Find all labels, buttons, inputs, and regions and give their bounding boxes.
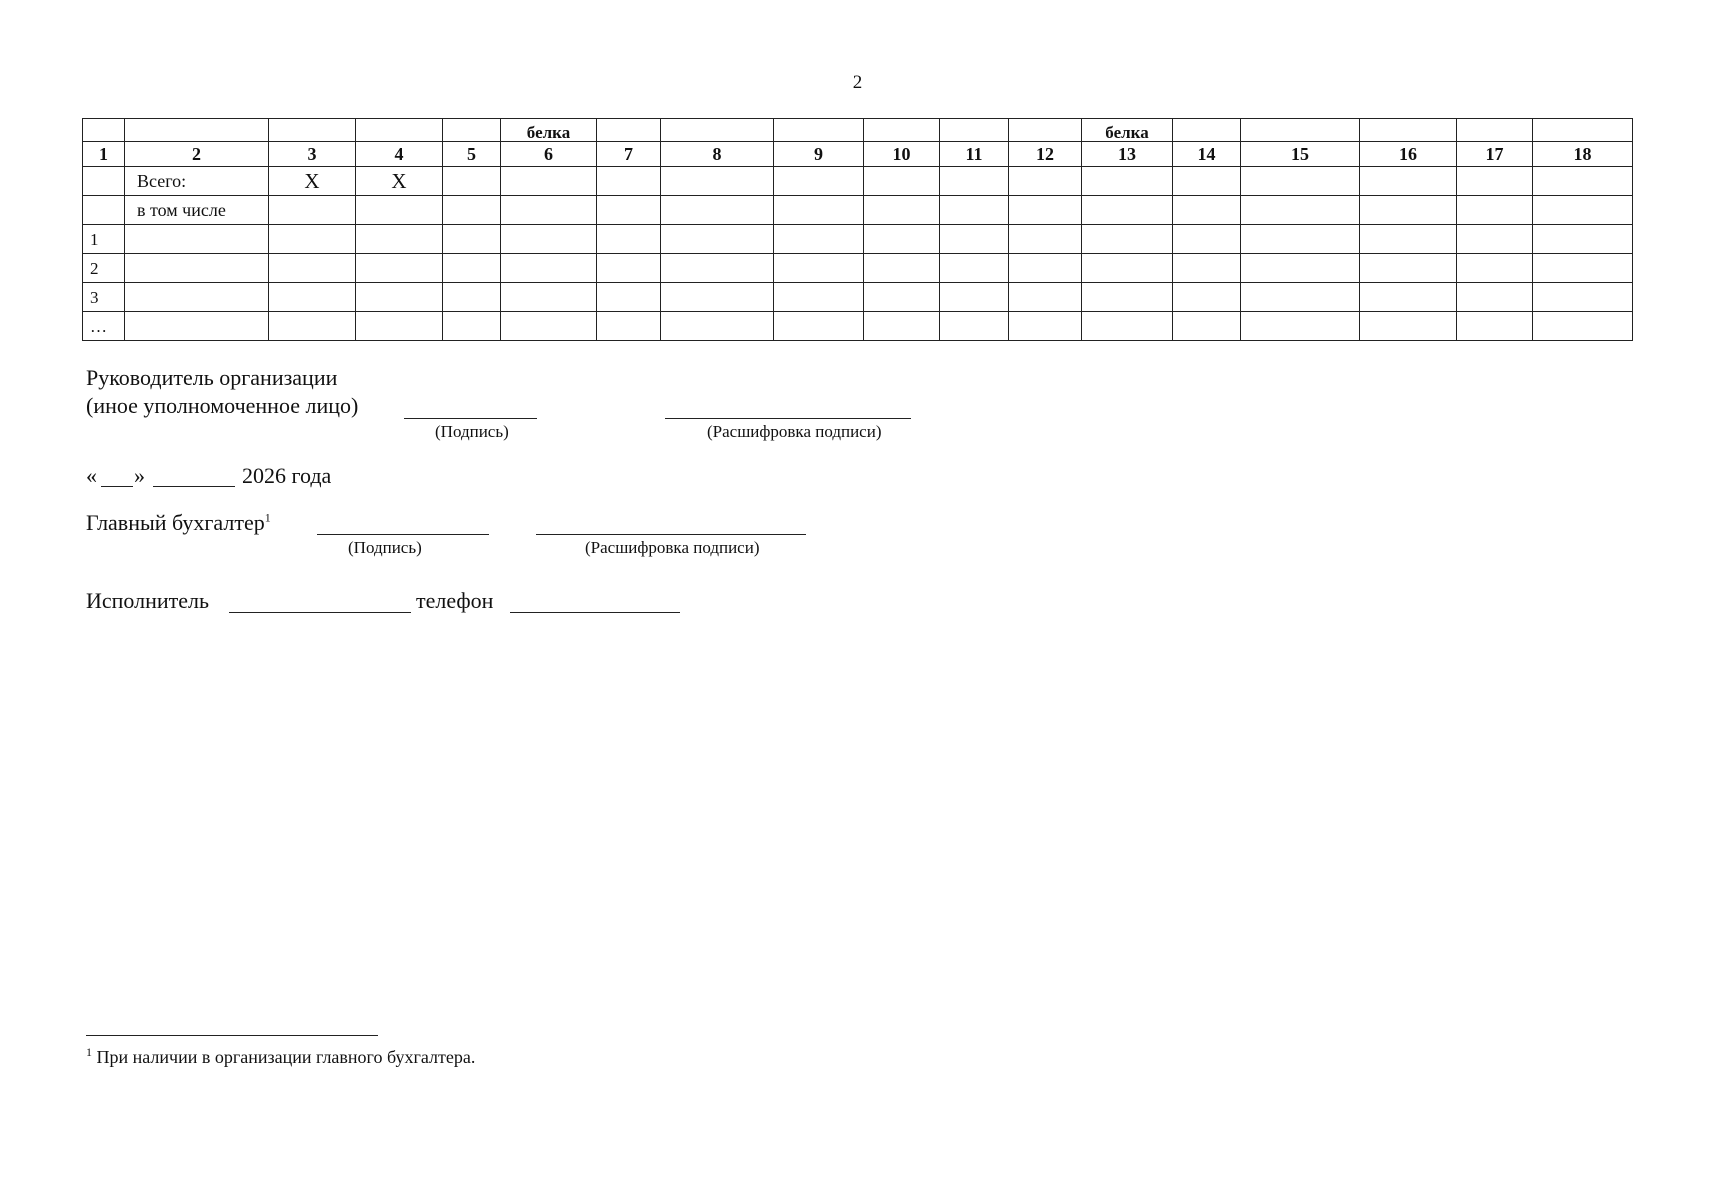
empty-cell xyxy=(1533,196,1633,225)
top-cell xyxy=(1009,119,1082,142)
date-close-quote: » xyxy=(134,463,145,488)
empty-cell xyxy=(864,196,940,225)
empty-cell xyxy=(1457,225,1533,254)
column-number: 5 xyxy=(443,142,501,167)
empty-cell xyxy=(774,167,864,196)
empty-cell xyxy=(940,312,1009,341)
empty-cell xyxy=(864,167,940,196)
row-label: в том числе xyxy=(125,196,269,225)
top-cell xyxy=(356,119,443,142)
empty-cell xyxy=(1082,312,1173,341)
cell-col-4 xyxy=(356,225,443,254)
empty-cell xyxy=(1241,254,1360,283)
date-year: 2026 года xyxy=(242,463,332,488)
page-number: 2 xyxy=(852,72,863,93)
top-cell xyxy=(1241,119,1360,142)
empty-cell xyxy=(1009,167,1082,196)
column-number: 12 xyxy=(1009,142,1082,167)
top-cell xyxy=(269,119,356,142)
column-number: 14 xyxy=(1173,142,1241,167)
footnote-mark: 1 xyxy=(86,1045,92,1059)
top-cell xyxy=(125,119,269,142)
empty-cell xyxy=(940,196,1009,225)
empty-cell xyxy=(1173,167,1241,196)
empty-cell xyxy=(864,225,940,254)
empty-cell xyxy=(1082,225,1173,254)
empty-cell xyxy=(501,196,597,225)
empty-cell xyxy=(661,283,774,312)
head-title-line1: Руководитель организации xyxy=(86,365,338,390)
empty-cell xyxy=(940,283,1009,312)
footnote-text: При наличии в организации главного бухгалтера. xyxy=(96,1047,476,1067)
cell-col-4 xyxy=(356,196,443,225)
accountant-decode-line xyxy=(536,534,806,535)
footnote xyxy=(86,1045,475,1068)
empty-cell xyxy=(597,312,661,341)
head-title-line2: (иное уполномоченное лицо) xyxy=(86,393,359,418)
empty-cell xyxy=(1009,283,1082,312)
empty-cell xyxy=(661,196,774,225)
empty-cell xyxy=(1009,196,1082,225)
table-row xyxy=(83,283,1633,312)
empty-cell xyxy=(1173,312,1241,341)
empty-cell xyxy=(1533,312,1633,341)
empty-cell xyxy=(1241,167,1360,196)
head-decode-line xyxy=(665,418,911,419)
empty-cell xyxy=(1457,167,1533,196)
empty-cell xyxy=(1082,254,1173,283)
empty-cell xyxy=(1009,254,1082,283)
empty-cell xyxy=(864,283,940,312)
empty-cell xyxy=(443,312,501,341)
date-day-line xyxy=(101,486,133,487)
column-number: 2 xyxy=(125,142,269,167)
empty-cell xyxy=(1241,312,1360,341)
column-number: 7 xyxy=(597,142,661,167)
empty-cell xyxy=(1457,283,1533,312)
empty-cell xyxy=(1360,196,1457,225)
empty-cell xyxy=(443,196,501,225)
empty-cell xyxy=(1360,225,1457,254)
table-row xyxy=(83,254,1633,283)
empty-cell xyxy=(940,167,1009,196)
empty-cell xyxy=(443,225,501,254)
cell-col-4 xyxy=(356,283,443,312)
empty-cell xyxy=(597,254,661,283)
empty-cell xyxy=(661,254,774,283)
column-number: 10 xyxy=(864,142,940,167)
head-decode-caption: (Расшифровка подписи) xyxy=(707,422,882,441)
row-label: Всего: xyxy=(125,167,269,196)
top-cell: белка xyxy=(501,119,597,142)
top-cell: белка xyxy=(1082,119,1173,142)
top-cell xyxy=(1457,119,1533,142)
top-cell xyxy=(83,119,125,142)
top-cell xyxy=(774,119,864,142)
empty-cell xyxy=(1173,254,1241,283)
empty-cell xyxy=(1533,283,1633,312)
row-number: 1 xyxy=(83,225,125,254)
head-signature-caption: (Подпись) xyxy=(435,422,509,441)
top-cell xyxy=(661,119,774,142)
empty-cell xyxy=(1457,196,1533,225)
empty-cell xyxy=(940,225,1009,254)
empty-cell xyxy=(597,283,661,312)
empty-cell xyxy=(1082,283,1173,312)
head-signature-line xyxy=(404,418,537,419)
empty-cell xyxy=(501,167,597,196)
cell-col-3 xyxy=(269,254,356,283)
footnote-separator xyxy=(86,1035,378,1036)
phone-line xyxy=(510,612,680,613)
cell-col-4: X xyxy=(356,167,443,196)
empty-cell xyxy=(1360,312,1457,341)
empty-cell xyxy=(597,167,661,196)
empty-cell xyxy=(597,196,661,225)
empty-cell xyxy=(1009,225,1082,254)
empty-cell xyxy=(661,167,774,196)
table-row xyxy=(83,196,1633,225)
column-number: 9 xyxy=(774,142,864,167)
column-number: 13 xyxy=(1082,142,1173,167)
empty-cell xyxy=(1360,167,1457,196)
empty-cell xyxy=(1533,254,1633,283)
row-number: … xyxy=(83,312,125,341)
table-row xyxy=(83,312,1633,341)
empty-cell xyxy=(443,167,501,196)
table-row xyxy=(83,167,1633,196)
column-number: 15 xyxy=(1241,142,1360,167)
row-label xyxy=(125,254,269,283)
empty-cell xyxy=(443,254,501,283)
empty-cell xyxy=(1241,225,1360,254)
empty-cell xyxy=(1533,225,1633,254)
cell-col-3 xyxy=(269,283,356,312)
empty-cell xyxy=(1082,167,1173,196)
row-number: 2 xyxy=(83,254,125,283)
empty-cell xyxy=(443,283,501,312)
empty-cell xyxy=(501,312,597,341)
empty-cell xyxy=(1457,254,1533,283)
cell-col-3 xyxy=(269,196,356,225)
empty-cell xyxy=(774,312,864,341)
row-number: 3 xyxy=(83,283,125,312)
top-cell xyxy=(597,119,661,142)
empty-cell xyxy=(1241,196,1360,225)
chief-accountant-label xyxy=(86,510,271,536)
accountant-signature-line xyxy=(317,534,489,535)
column-number: 17 xyxy=(1457,142,1533,167)
empty-cell xyxy=(1173,283,1241,312)
column-number: 11 xyxy=(940,142,1009,167)
empty-cell xyxy=(1360,283,1457,312)
empty-cell xyxy=(1082,196,1173,225)
empty-cell xyxy=(1173,196,1241,225)
empty-cell xyxy=(864,312,940,341)
empty-cell xyxy=(501,254,597,283)
cell-col-4 xyxy=(356,312,443,341)
empty-cell xyxy=(501,225,597,254)
top-cell xyxy=(443,119,501,142)
cell-col-3 xyxy=(269,225,356,254)
row-number xyxy=(83,167,125,196)
column-number-row xyxy=(83,142,1633,167)
row-number xyxy=(83,196,125,225)
cell-col-4 xyxy=(356,254,443,283)
column-number: 8 xyxy=(661,142,774,167)
row-label xyxy=(125,283,269,312)
empty-cell xyxy=(661,312,774,341)
column-number: 1 xyxy=(83,142,125,167)
empty-cell xyxy=(864,254,940,283)
column-number: 4 xyxy=(356,142,443,167)
cell-col-3: X xyxy=(269,167,356,196)
row-label xyxy=(125,225,269,254)
empty-cell xyxy=(1241,283,1360,312)
empty-cell xyxy=(940,254,1009,283)
empty-cell xyxy=(1533,167,1633,196)
top-cell xyxy=(1533,119,1633,142)
top-cell xyxy=(1360,119,1457,142)
date-month-line xyxy=(153,486,235,487)
empty-cell xyxy=(1457,312,1533,341)
empty-cell xyxy=(1360,254,1457,283)
empty-cell xyxy=(1173,225,1241,254)
phone-label: телефон xyxy=(416,588,494,613)
top-cell xyxy=(864,119,940,142)
empty-cell xyxy=(774,225,864,254)
empty-cell xyxy=(501,283,597,312)
table-top-row xyxy=(83,119,1633,142)
empty-cell xyxy=(1009,312,1082,341)
empty-cell xyxy=(661,225,774,254)
accountant-decode-caption: (Расшифровка подписи) xyxy=(585,538,760,557)
top-cell xyxy=(1173,119,1241,142)
column-number: 6 xyxy=(501,142,597,167)
row-label xyxy=(125,312,269,341)
empty-cell xyxy=(774,283,864,312)
cell-col-3 xyxy=(269,312,356,341)
empty-cell xyxy=(774,196,864,225)
chief-accountant-text: Главный бухгалтер xyxy=(86,510,265,535)
executor-label: Исполнитель xyxy=(86,588,210,613)
data-table xyxy=(82,118,1633,341)
column-number: 18 xyxy=(1533,142,1633,167)
accountant-signature-caption: (Подпись) xyxy=(348,538,422,557)
footnote-reference: 1 xyxy=(264,510,271,525)
empty-cell xyxy=(774,254,864,283)
column-number: 16 xyxy=(1360,142,1457,167)
executor-line xyxy=(229,612,411,613)
top-cell xyxy=(940,119,1009,142)
date-open-quote: « xyxy=(86,463,97,488)
empty-cell xyxy=(597,225,661,254)
column-number: 3 xyxy=(269,142,356,167)
table-row xyxy=(83,225,1633,254)
